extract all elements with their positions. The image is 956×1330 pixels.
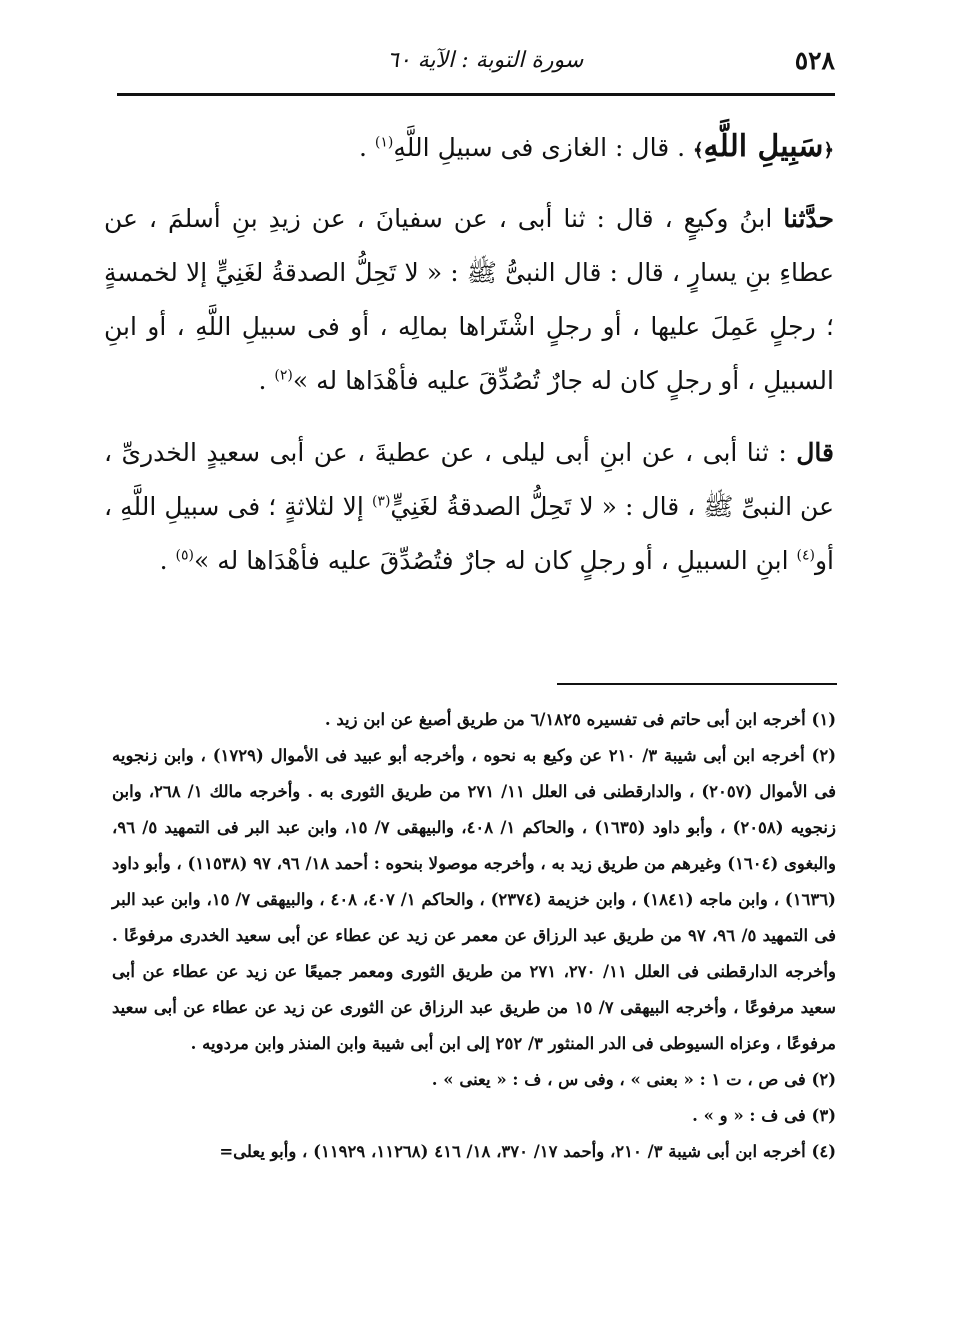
footnote-1: (١) أخرجه ابن أبى حاتم فى تفسيره ٦/١٨٢٥ من طريق أصبغ عن ابن زيد . (324, 710, 836, 729)
running-title: سورة التوبة : الآية ٦٠ (387, 48, 584, 73)
paragraph-3 (104, 426, 834, 588)
footnote-ref-3: (٣) (371, 493, 391, 510)
footnote-ref-5: (٥) (175, 547, 194, 564)
paragraph-2 (104, 192, 834, 408)
quran-phrase: سَبِيلِ اللَّهِ (703, 129, 824, 164)
main-text (104, 120, 834, 588)
paragraph-3-text-2: إلا لثلاثةٍ ؛ فى سبيلِ اللَّهِ ، أو (104, 492, 834, 575)
paragraph-3-text-3: ابنِ السبيلِ ، أو رجلٍ كان له جارٌ فتُصُدِّقَ عليه فأهْدَاها له » (194, 546, 789, 575)
footnote-variant-2: (٢) فى ص ، ت ١ : « بعنى » ، وفى س ، ف : « يعنى » . (431, 1070, 836, 1089)
footnote-ref-2: (٢) (274, 367, 293, 384)
paragraph-2-text: ابنُ وكيعٍ ، قال : ثنا أبى ، عن سفيانَ ، عن زيدِ بنِ أسلمَ ، عن عطاءِ بنِ يسارٍ ، قال : قال النبىُّ ﷺ : « لا تَحِلُّ الصدقةُ لغَنِيٍّ إلا لخمسةٍ ؛ رجلٍ عَمِلَ عليها ، أو رجلٍ اشْتَراها بمالِه ، أو فى سبيلِ اللَّهِ ، أو ابنِ السبيلِ ، أو رجلٍ كان له جارٌ تُصُدِّقَ عليه فأهْدَاها له » (104, 204, 834, 395)
footnote-2: (٢) أخرجه ابن أبى شيبة ٣/ ٢١٠ عن وكيع به نحوه ، وأخرجه أبو عبيد فى الأموال (١٧٢٩) ، وابن زنجويه فى الأموال (٢٠٥٧) ، والدارقطنى فى العلل ١١/ ٢٧١ من طريق الثورى به . وأخرجه مالك ١/ ٢٦٨، وابن زنجويه (٢٠٥٨) ، وأبو داود (١٦٣٥) ، والحاكم ١/ ٤٠٨، والبيهقى ٧/ ١٥، وابن عبد البر فى التمهيد ٥/ ٩٦، والبغوى (١٦٠٤) وغيرهم من طريق زيد به ، وأخرجه موصولا بنحوه : أحمد ١٨/ ٩٦، ٩٧ (١١٥٣٨) ، وأبو داود (١٦٣٦) ، وابن ماجه (١٨٤١) ، وابن خزيمة (٢٣٧٤) ، والحاكم ١/ ٤٠٧، ٤٠٨ ، والبيهقى ٧/ ١٥، وابن عبد البر فى التمهيد ٥/ ٩٦، ٩٧ من طريق عبد الرزاق عن معمر عن زيد عن عطاء عن أبى سعيد الخدرى مرفوعًا . وأخرجه الدارقطنى فى العلل ١١/ ٢٧٠، ٢٧١ من طريق الثورى ومعمر جميعًا عن زيد عن عطاء عن أبى سعيد مرفوعًا ، وأخرجه البيهقى ٧/ ١٥ من طريق عبد الرزاق عن الثورى عن زيد عن عطاء عن أبى سعيد مرفوعًا ، وعزاه السيوطى فى الدر المنثور ٣/ ٢٥٢ إلى ابن أبى شيبة وابن المنذر وابن مردويه . (112, 746, 837, 1053)
quran-bracket-open: ﴿ (823, 140, 834, 161)
footnote-4: (٤) أخرجه ابن أبى شيبة ٣/ ٢١٠، وأحمد ١٧/ ٣٧٠، ١٨/ ٤١٦ (١١٢٦٨، ١١٩٢٩) ، وأبو يعلى= (219, 1142, 836, 1161)
header-rule (117, 93, 835, 96)
page-number: ٥٢٨ (794, 46, 835, 75)
footnote-ref-1: (١) (374, 134, 394, 151)
footnotes (112, 702, 836, 1170)
paragraph-3-lead: قال (796, 438, 834, 467)
paragraph-2-end: . (258, 366, 267, 395)
paragraph-3-end: . (159, 546, 168, 575)
paragraph-1 (104, 120, 834, 178)
paragraph-1-text: . قال : الغازى فى سبيلِ اللَّهِ (393, 133, 686, 162)
paragraph-3-text-1: : ثنا أبى ، عن ابنِ أبى ليلى ، عن عطيةَ ، عن أبى سعيدٍ الخدرىِّ ، عن النبىِّ ﷺ ، قال : « لا تَحِلُّ الصدقةُ لغَنِيٍّ (104, 438, 834, 521)
footnote-3: (٣) فى ف : « و » . (692, 1106, 836, 1125)
footnote-ref-4: (٤) (796, 547, 815, 564)
page-header (117, 44, 835, 84)
quran-bracket-close: ﴾ (693, 140, 704, 161)
paragraph-1-end: . (359, 133, 367, 162)
paragraph-2-lead: حدَّثنا (783, 204, 834, 233)
footnote-rule (557, 683, 837, 685)
